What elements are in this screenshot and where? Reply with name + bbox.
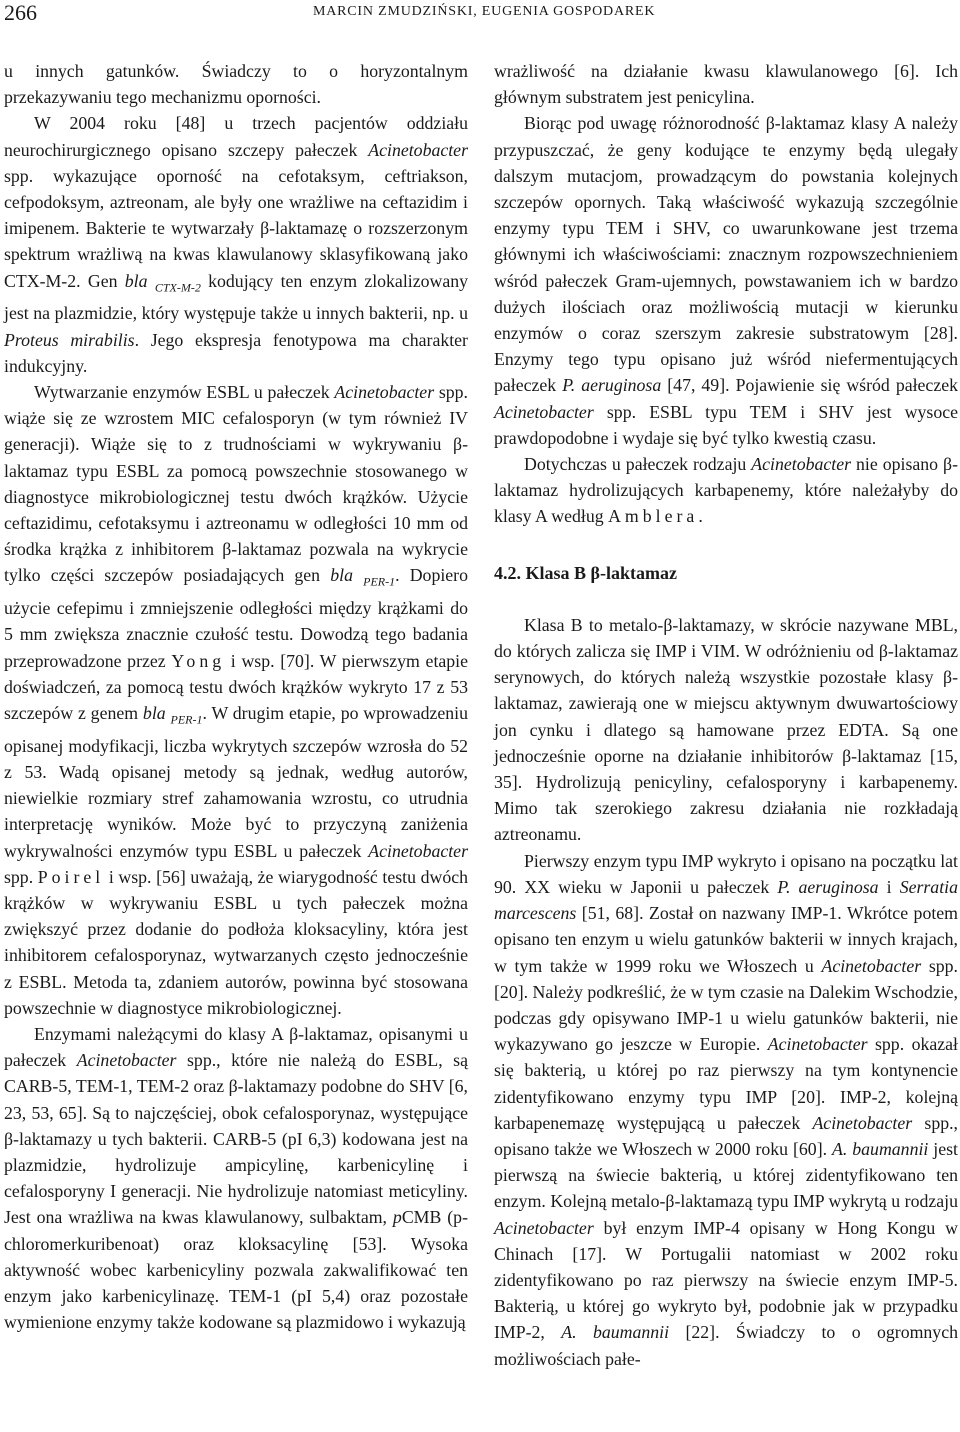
paragraph: u innych gatunków. Świadczy to o horyzontalnym przekazywaniu tego mechanizmu oporności.	[4, 61, 468, 108]
paragraph: Dotychczas u pałeczek rodzaju Acinetobacter nie opisano β-laktamaz hydrolizujących karbapenemy, które należałyby do klasy A według Amblera.	[494, 454, 959, 527]
running-head: MARCIN ZMUDZIŃSKI, EUGENIA GOSPODAREK	[313, 4, 656, 19]
left-column	[4, 58, 468, 1335]
page-header	[0, 0, 960, 30]
paragraph: Klasa B to metalo-β-laktamazy, w skrócie nazywane MBL, do których zalicza się IMP i VIM. W odróżnieniu od β-laktamaz serynowych, do których należą wszystkie pozostałe klasy β-laktamaz, zawierają one w miejscu aktywnym dwuwartościowy jon cynku i dlatego są hamowane przez EDTA. Są one jednocześnie oporne na działanie inhibitorów β-laktamaz [15, 35]. Hydrolizują penicyliny, cefalosporyny i karbapenemy. Mimo tak szerokiego zakresu działania nie rozkładają aztreonamu.	[494, 614, 958, 845]
right-column	[494, 58, 958, 1372]
paragraph: Pierwszy enzym typu IMP wykryto i opisano na początku lat 90. XX wieku w Japonii u pałeczek P. aeruginosa i Serratia marcescens [51, 68]. Został on nazwany IMP-1. Wkrótce potem opisano ten enzym u wielu gatunków bakterii w innych krajach, w tym także w 1999 roku we Włoszech u Acinetobacter spp. [20]. Należy podkreślić, że w tym czasie na Dalekim Wschodzie, podczas gdy opisywano IMP-1 u wielu gatunków bakterii, nie wykazywano go jeszcze w Europie. Acinetobacter spp. okazał się bakterią, u której po raz pierwszy na tym kontynencie zidentyfikowano enzymy typu IMP [20]. IMP-2, kolejną karbapenemazę występującą u pałeczek Acinetobacter spp., opisano także we Włoszech w 2000 roku [60]. A. baumannii jest pierwszą na świecie bakterią, u której zidentyfikowano ten enzym. Kolejną metalo-β-laktamazą typu IMP wykrytą u rodzaju Acinetobacter był enzym IMP-4 opisany w Hong Kongu w Chinach [17]. W Portugalii natomiast w 2002 roku zidentyfikowano po raz pierwszy na świecie enzym IMP-5. Bakterią, u której go wykryto był, podobnie jak w przypadku IMP-2, A. baumannii [22]. Świadczy to o ogromnych możliwościach pałe-	[494, 850, 959, 1369]
right-column-top	[494, 58, 958, 530]
paragraph: W 2004 roku [48] u trzech pacjentów oddziału neurochirurgicznego opisano szczepy pałeczek Acinetobacter spp. wykazujące oporność na cefotaksym, ceftriakson, cefpodoksym, aztreonam, ale były one wrażliwe na ceftazidim i imipenem. Bakterie te wytwarzały β-laktamazę o rozszerzonym spektrum wrażliwą na kwas klawulanowy sklasyfikowaną jako CTX-M-2. Gen bla $_{CTX-M-2}$ kodujący ten enzym zlokalizowany jest na plazmidzie, który występuje także u innych bakterii, np. u Proteus mirabilis. Jego ekspresja fenotypowa ma charakter indukcyjny.	[4, 113, 469, 376]
right-column-bottom	[494, 612, 958, 1372]
spacer	[494, 530, 958, 550]
paragraph: Biorąc pod uwagę różnorodność β-laktamaz klasy A należy przypuszczać, że geny kodujące te enzymy będą ulegały dalszym mutacjom, prowadzącym do powstania kolejnych szczepów opornych. Taką właściwość wykazują szczególnie enzymy typu TEM i SHV, co uwarunkowane jest trzema głównymi ich właściwościami: znacznym rozpowszechnieniem wśród pałeczek Gram-ujemnych, powstawaniem ich w bardzo dużych ilościach oraz możliwością mutacji w kierunku enzymów o coraz szerszym zakresie substratowym [28]. Enzymy tego typu opisano już wśród niefermentujących pałeczek P. aeruginosa [47, 49]. Pojawienie się wśród pałeczek Acinetobacter spp. ESBL typu TEM i SHV jest wysoce prawdopodobne i wydaje się być tylko kwestią czasu.	[494, 113, 958, 448]
paragraph: Wytwarzanie enzymów ESBL u pałeczek Acinetobacter spp. wiąże się ze wzrostem MIC cefalosporyn (w tym również IV generacji). Wiąże się to z trudnościami w wykrywaniu β-laktamaz typu ESBL za pomocą powszechnie stosowanego w diagnostyce mikrobiologicznej testu dwóch krążków. Użycie ceftazidimu, cefotaksymu i aztreonamu w odległości 10 mm od środka krążka z inhibitorem β-laktamaz pozwala na wykrycie tylko części szczepów posiadających gen bla $_{PER-1}$. Dopiero użycie cefepimu i zmniejszenie odległości między krążkami do 5 mm zwiększa znacznie czułość testu. Dowodzą tego badania przeprowadzone przez Yong i wsp. [70]. W pierwszym etapie doświadczeń, za pomocą testu dwóch krążków wykryto 17 z 53 szczepów z genem bla $_{PER-1}$. W drugim etapie, po wprowadzeniu opisanej modyfikacji, liczba wykrytych szczepów wzrosła do 52 z 53. Wadą opisanej metody są jednak, według autorów, niewielkie rozmiary stref zahamowania wzrostu, co utrudnia interpretację wyników. Może być to przyczyną zaniżenia wykrywalności enzymów typu ESBL u pałeczek Acinetobacter spp. Poirel i wsp. [56] uważają, że wiarygodność testu dwóch krążków w wykrywaniu ESBL u tych pałeczek można zwiększyć przez dodanie do podłoża kloksacyliny, która jest inhibitorem cefalosporynaz, wytwarzanych często jednocześnie z ESBL. Metoda ta, zdaniem autorów, powinna być stosowana powszechnie w diagnostyce mikrobiologicznej.	[4, 381, 469, 1018]
section-heading: 4.2. Klasa B β-laktamaz	[494, 562, 677, 583]
page-number: 266	[4, 0, 37, 25]
paragraph: wrażliwość na działanie kwasu klawulanowego [6]. Ich głównym substratem jest penicylina.	[494, 61, 958, 108]
paragraph: Enzymami należącymi do klasy A β-laktamaz, opisanymi u pałeczek Acinetobacter spp., które nie należą do ESBL, są CARB-5, TEM-1, TEM-2 oraz β-laktamazy podobne do SHV [6, 23, 53, 65]. Są to najczęściej, obok cefalosporynaz, występujące β-laktamazy u tych bakterii. CARB-5 (pI 6,3) kodowana jest na plazmidzie, hydrolizuje ampicylinę, karbenicylinę i cefalosporyny I generacji. Nie hydrolizuje natomiast meticyliny. Jest ona wrażliwa na kwas klawulanowy, sulbaktam, pCMB (p-chloromerkuribenoat) oraz kloksacylinę [53]. Wysoka aktywność wobec karbenicyliny pozwala zakwalifikować ten enzym jako karbenicylinazę. TEM-1 (pI 5,4) oraz pozostałe wymienione enzymy także kodowane są plazmidowo i wykazują	[4, 1023, 468, 1333]
